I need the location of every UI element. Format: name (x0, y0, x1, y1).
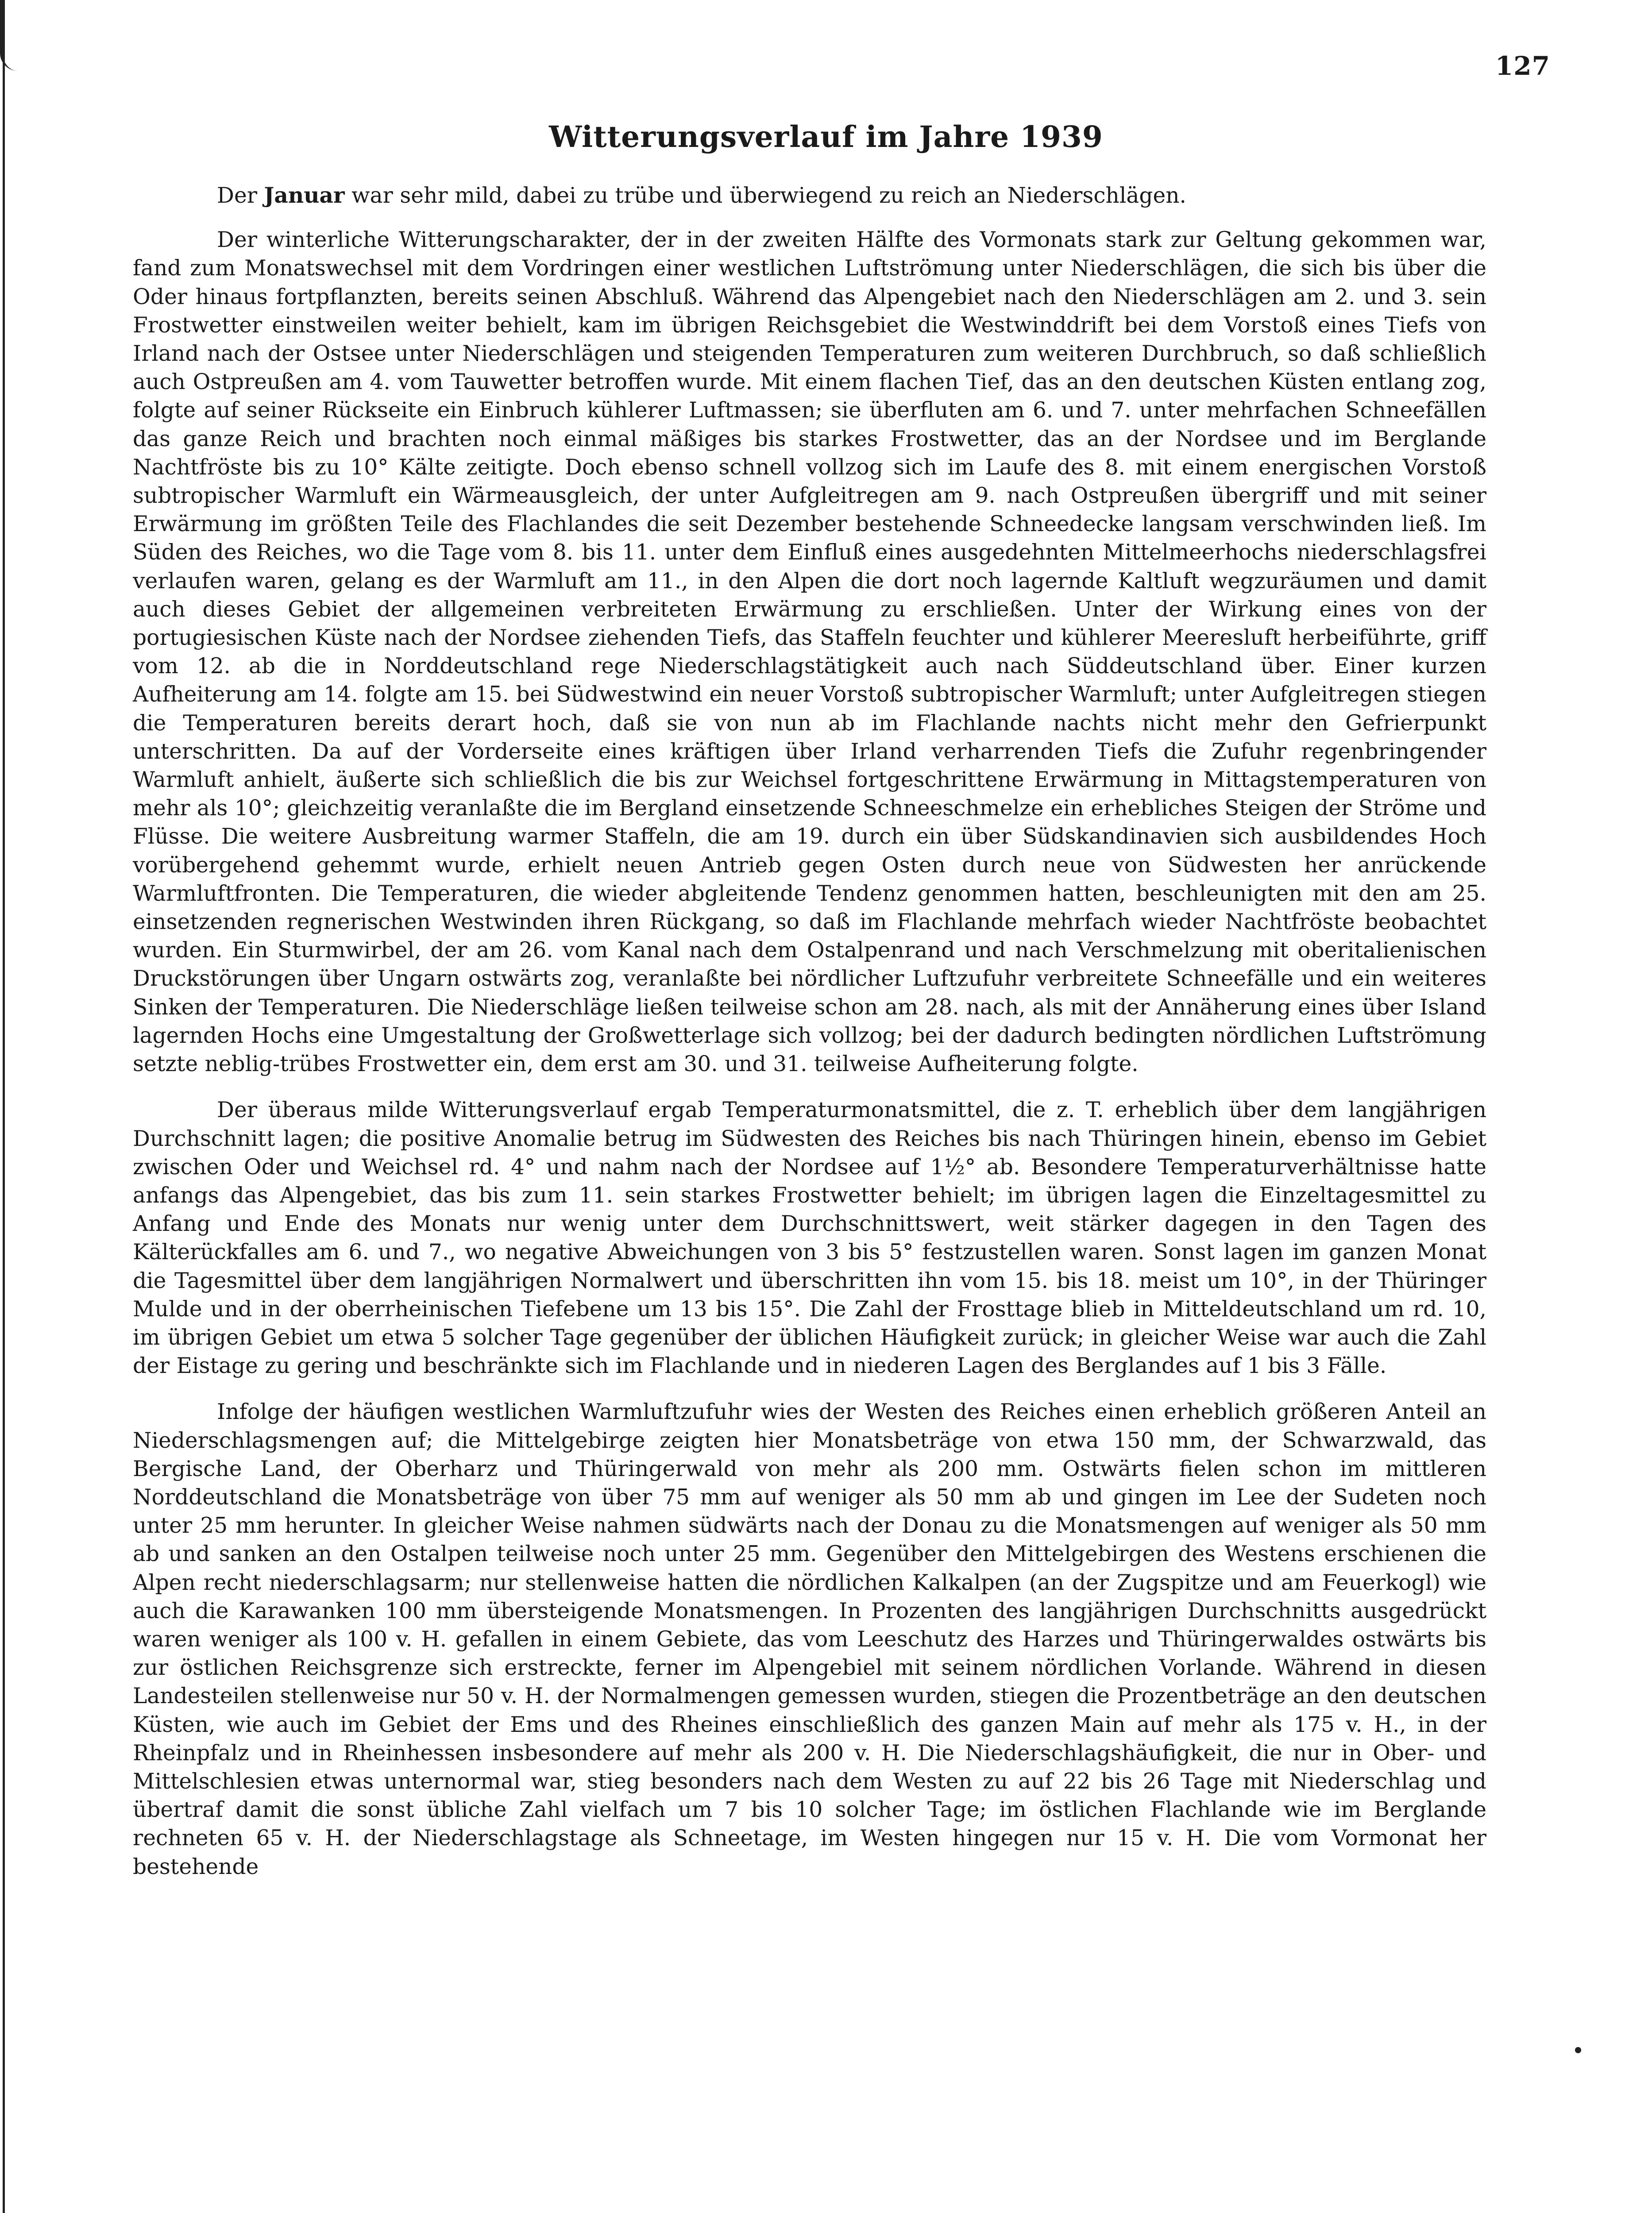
left-edge-line (3, 0, 5, 2213)
paragraph-precipitation: Infolge der häufigen westlichen Warmluftzufuhr wies der Westen des Reiches einen erheblich größeren Anteil an Niederschlagsmengen auf; die Mittelgebirge zeigten hier Monatsbeträge von etwa 150 mm, der Schwarzwald, das Bergische Land, der Oberharz und Thüringerwald von mehr als 200 mm. Ostwärts fielen schon im mittleren Norddeutschland die Monatsbeträge von über 75 mm auf weniger als 50 mm ab und gingen im Lee der Sudeten noch unter 25 mm herunter. In gleicher Weise nahmen südwärts nach der Donau zu die Monatsmengen auf weniger als 50 mm ab und sanken an den Ostalpen teilweise noch unter 25 mm. Gegenüber den Mittelgebirgen des Westens erschienen die Alpen recht niederschlagsarm; nur stellenweise hatten die nördlichen Kalkalpen (an der Zugspitze und am Feuerkogl) wie auch die Karawanken 100 mm übersteigende Monatsmengen. In Prozenten des langjährigen Durchschnitts ausgedrückt waren weniger als 100 v. H. gefallen in einem Gebiete, das vom Leeschutz des Harzes und Thüringerwaldes ostwärts bis zur östlichen Reichsgrenze sich erstreckte, ferner im Alpengebiel mit seinem nördlichen Vorlande. Während in diesen Landesteilen stellenweise nur 50 v. H. der Normalmengen gemessen wurden, stiegen die Prozentbeträge an den deutschen Küsten, wie auch im Gebiet der Ems und des Rheines einschließlich des ganzen Main auf mehr als 175 v. H., in der Rheinpfalz und in Rheinhessen insbesondere auf mehr als 200 v. H. Die Niederschlagshäufigkeit, die nur in Ober- und Mittelschlesien etwas unternormal war, stieg besonders nach dem Westen zu auf 22 bis 26 Tage mit Niederschlag und übertraf damit die sonst übliche Zahl vielfach um 7 bis 10 solcher Tage; im östlichen Flachlande wie im Berglande rechneten 65 v. H. der Niederschlagstage als Schneetage, im Westen hingegen nur 15 v. H. Die vom Vormonat her bestehende (133, 1400, 1486, 1879)
ink-speck (1575, 2047, 1581, 2053)
lead-prefix: Der (217, 183, 264, 208)
lead-paragraph (133, 181, 1486, 210)
lead-month: Januar (264, 183, 345, 208)
page-number: 127 (1495, 51, 1550, 81)
paragraph-temperature: Der überaus milde Witterungsverlauf ergab Temperaturmonatsmittel, die z. T. erheblich über dem langjährigen Durchschnitt lagen; die positive Anomalie betrug im Südwesten des Reiches bis nach Thüringen hinein, ebenso im Gebiet zwischen Oder und Weichsel rd. 4° und nahm nach der Nordsee auf 1½° ab. Besondere Temperaturverhältnisse hatte anfangs das Alpengebiet, das bis zum 11. sein starkes Frostwetter behielt; im übrigen lagen die Einzeltagesmittel zu Anfang und Ende des Monats nur wenig unter dem Durchschnittswert, weit stärker dagegen in den Tagen des Kälterückfalles am 6. und 7., wo negative Abweichungen von 3 bis 5° festzustellen waren. Sonst lagen im ganzen Monat die Tagesmittel über dem langjährigen Normalwert und überschritten ihn vom 15. bis 18. meist um 10°, in der Thüringer Mulde und in der oberrheinischen Tiefebene um 13 bis 15°. Die Zahl der Frosttage blieb in Mitteldeutschland um rd. 10, im übrigen Gebiet um etwa 5 solcher Tage gegenüber der üblichen Häufigkeit zurück; in gleicher Weise war auch die Zahl der Eistage zu gering und beschränkte sich im Flachlande und in niederen Lagen des Berglandes auf 1 bis 3 Fälle. (133, 1098, 1486, 1379)
paragraph-weather-course: Der winterliche Witterungscharakter, der in der zweiten Hälfte des Vormonats stark zur Geltung gekommen war, fand zum Monatswechsel mit dem Vordringen einer westlichen Luftströmung unter Niederschlägen, die sich bis über die Oder hinaus fortpflanzten, bereits seinen Abschluß. Während das Alpengebiet nach den Niederschlägen am 2. und 3. sein Frostwetter einstweilen weiter behielt, kam im übrigen Reichsgebiet die Westwinddrift bei dem Vorstoß eines Tiefs von Irland nach der Ostsee unter Niederschlägen und steigenden Temperaturen zum weiteren Durchbruch, so daß schließlich auch Ostpreußen am 4. vom Tauwetter betroffen wurde. Mit einem flachen Tief, das an den deutschen Küsten entlang zog, folgte auf seiner Rückseite ein Einbruch kühlerer Luftmassen; sie überfluten am 6. und 7. unter mehrfachen Schneefällen das ganze Reich und brachten noch einmal mäßiges bis starkes Frostwetter, das an der Nordsee und im Berglande Nachtfröste bis zu 10° Kälte zeitigte. Doch ebenso schnell vollzog sich im Laufe des 8. mit einem energischen Vorstoß subtropischer Warmluft ein Wärmeausgleich, der unter Aufgleitregen am 9. nach Ostpreußen übergriff und mit seiner Erwärmung im größten Teile des Flachlandes die seit Dezember bestehende Schneedecke langsam verschwinden ließ. Im Süden des Reiches, wo die Tage vom 8. bis 11. unter dem Einfluß eines ausgedehnten Mittelmeerhochs niederschlagsfrei verlaufen waren, gelang es der Warmluft am 11., in den Alpen die dort noch lagernde Kaltluft wegzuräumen und damit auch dieses Gebiet der allgemeinen verbreiteten Erwärmung zu erschließen. Unter der Wirkung eines von der portugiesischen Küste nach der Nordsee ziehenden Tiefs, das Staffeln feuchter und kühlerer Meeresluft herbeiführte, griff vom 12. ab die in Norddeutschland rege Niederschlagstätigkeit auch nach Süddeutschland über. Einer kurzen Aufheiterung am 14. folgte am 15. bei Südwestwind ein neuer Vorstoß subtropischer Warmluft; unter Aufgleitregen stiegen die Temperaturen bereits derart hoch, daß sie von nun ab im Flachlande nachts nicht mehr den Gefrierpunkt unterschritten. Da auf der Vorderseite eines kräftigen über Irland verharrenden Tiefs die Zufuhr regenbringender Warmluft anhielt, äußerte sich schließlich die bis zur Weichsel fortgeschrittene Erwärmung in Mittagstemperaturen von mehr als 10°; gleichzeitig veranlaßte die im Bergland einsetzende Schneeschmelze ein erhebliches Steigen der Ströme und Flüsse. Die weitere Ausbreitung warmer Staffeln, die am 19. durch ein über Südskandinavien sich ausbildendes Hoch vorübergehend gehemmt wurde, erhielt neuen Antrieb gegen Osten durch neue von Südwesten her anrückende Warmluftfronten. Die Temperaturen, die wieder abgleitende Tendenz genommen hatten, beschleunigten mit den am 25. einsetzenden regnerischen Westwinden ihren Rückgang, so daß im Flachlande mehrfach wieder Nachtfröste beobachtet wurden. Ein Sturmwirbel, der am 26. vom Kanal nach dem Ostalpenrand und nach Verschmelzung mit oberitalienischen Druckstörungen über Ungarn ostwärts zog, veranlaßte bei nördlicher Luftzufuhr verbreitete Schneefälle und ein weiteres Sinken der Temperaturen. Die Niederschläge ließen teilweise schon am 28. nach, als mit der Annäherung eines über Island lagernden Hochs eine Umgestaltung der Großwetterlage sich vollzog; bei der dadurch bedingten nördlichen Luftströmung setzte neblig-trübes Frostwetter ein, dem erst am 30. und 31. teilweise Aufheiterung folgte. (133, 227, 1486, 1077)
page-title: Witterungsverlauf im Jahre 1939 (549, 120, 1103, 154)
lead-rest: war sehr mild, dabei zu trübe und überwiegend zu reich an Niederschlägen. (344, 183, 1186, 208)
article-body (133, 181, 1486, 1881)
